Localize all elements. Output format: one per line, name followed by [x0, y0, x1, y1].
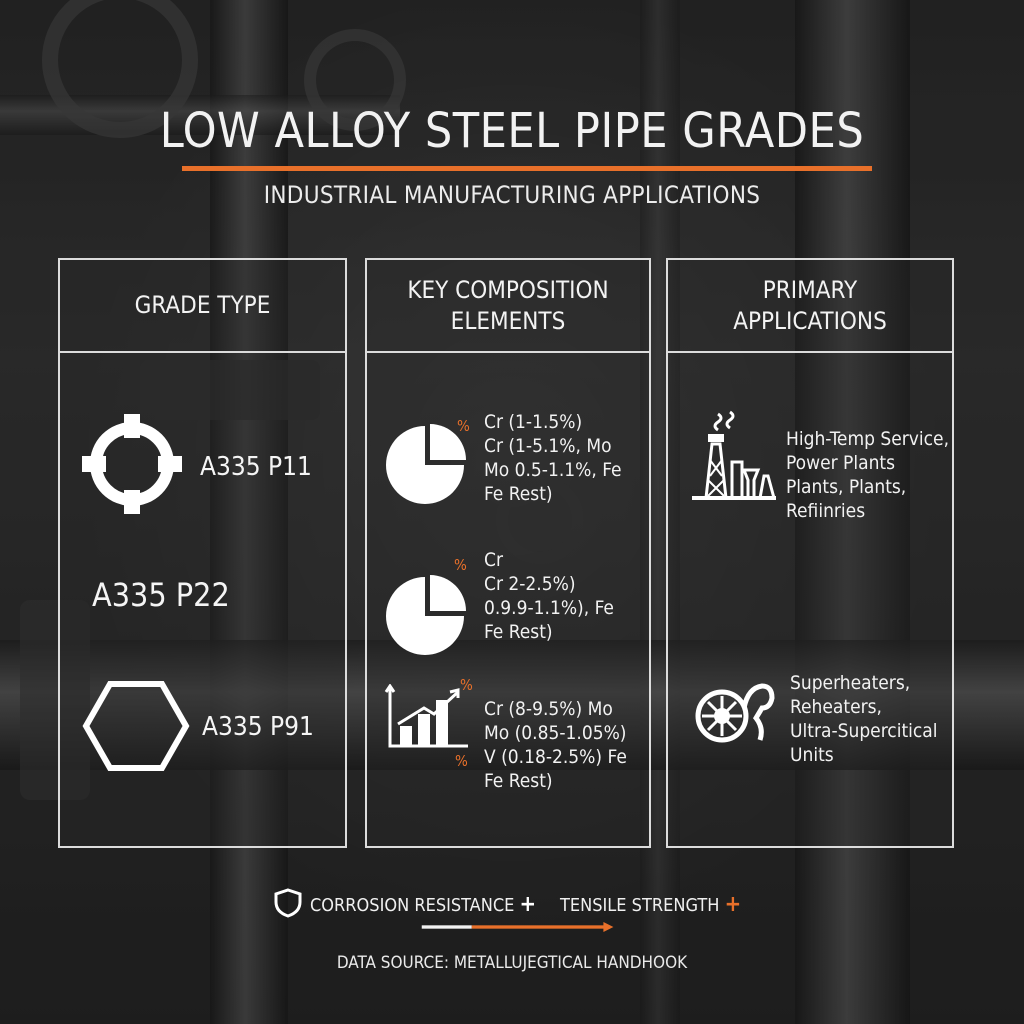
- application-line: High-Temp Service,: [786, 428, 949, 450]
- composition-line: V (0.18-2.5%) Fe: [484, 746, 627, 768]
- application-line: Ultra-Supercitical: [790, 720, 938, 742]
- turbine-strength-icon: [688, 678, 780, 750]
- pie-chart-icon: [384, 424, 466, 506]
- grade-label-p91: A335 P91: [202, 712, 314, 742]
- composition-line: Fe Rest): [484, 483, 553, 505]
- grade-type-header: [60, 260, 345, 353]
- legend-tensile: [560, 892, 741, 917]
- page-title: LOW ALLOY STEEL PIPE GRADES: [159, 103, 865, 159]
- legend-corrosion-label: CORROSION RESISTANCE: [310, 895, 515, 916]
- crosshair-ring-icon: [80, 412, 184, 516]
- legend-corrosion: [310, 892, 536, 917]
- grade-label-p22: A335 P22: [92, 576, 230, 614]
- percent-mark: %: [460, 676, 473, 694]
- application-line: Refiinries: [786, 500, 866, 522]
- data-source: DATA SOURCE: METALLUJEGTICAL HANDHOOK: [336, 953, 688, 973]
- composition-line: Mo 0.5-1.1%, Fe: [484, 459, 622, 481]
- composition-text-p22: [484, 548, 614, 644]
- pie-chart-icon: [384, 575, 466, 657]
- percent-mark: %: [457, 417, 470, 435]
- application-line: Reheaters,: [790, 696, 882, 718]
- shield-icon: [274, 888, 302, 918]
- percent-mark: %: [455, 752, 468, 770]
- composition-line: Cr (1-5.1%, Mo: [484, 435, 612, 457]
- composition-header: [367, 260, 649, 353]
- applications-heading: PRIMARY APPLICATIONS: [733, 275, 887, 335]
- gradient-arrow-bar: [287, 922, 749, 932]
- plus-icon: +: [519, 892, 537, 917]
- application-line: Plants, Plants,: [786, 476, 907, 498]
- grade-label-p11: A335 P11: [200, 452, 312, 482]
- title-underline: [182, 166, 872, 171]
- composition-line: Cr (1-1.5%): [484, 411, 583, 433]
- application-line: Units: [790, 744, 834, 766]
- application-text-1: [786, 427, 949, 523]
- composition-line: Mo (0.85-1.05%): [484, 722, 627, 744]
- legend-tensile-label: TENSILE STRENGTH: [560, 895, 720, 916]
- application-line: Superheaters,: [790, 672, 911, 694]
- composition-text-p91: [484, 697, 627, 793]
- composition-line: Cr: [484, 549, 503, 571]
- composition-text-p11: [484, 410, 622, 506]
- plus-icon: +: [724, 892, 742, 917]
- page-subtitle: INDUSTRIAL MANUFACTURING APPLICATIONS: [263, 181, 761, 209]
- hexagon-icon: [82, 680, 190, 772]
- composition-line: Cr 2-2.5%): [484, 573, 576, 595]
- percent-mark: %: [454, 556, 467, 574]
- grade-type-heading: GRADE TYPE: [134, 291, 271, 319]
- composition-line: 0.9.9-1.1%), Fe: [484, 597, 614, 619]
- composition-heading: KEY COMPOSITION ELEMENTS: [407, 275, 609, 335]
- refinery-plant-icon: [688, 410, 778, 502]
- composition-line: Fe Rest): [484, 770, 553, 792]
- bar-growth-chart-icon: [384, 684, 470, 750]
- composition-line: Cr (8-9.5%) Mo: [484, 698, 613, 720]
- composition-line: Fe Rest): [484, 621, 553, 643]
- application-text-2: [790, 671, 938, 767]
- applications-header: [668, 260, 952, 353]
- application-line: Power Plants: [786, 452, 896, 474]
